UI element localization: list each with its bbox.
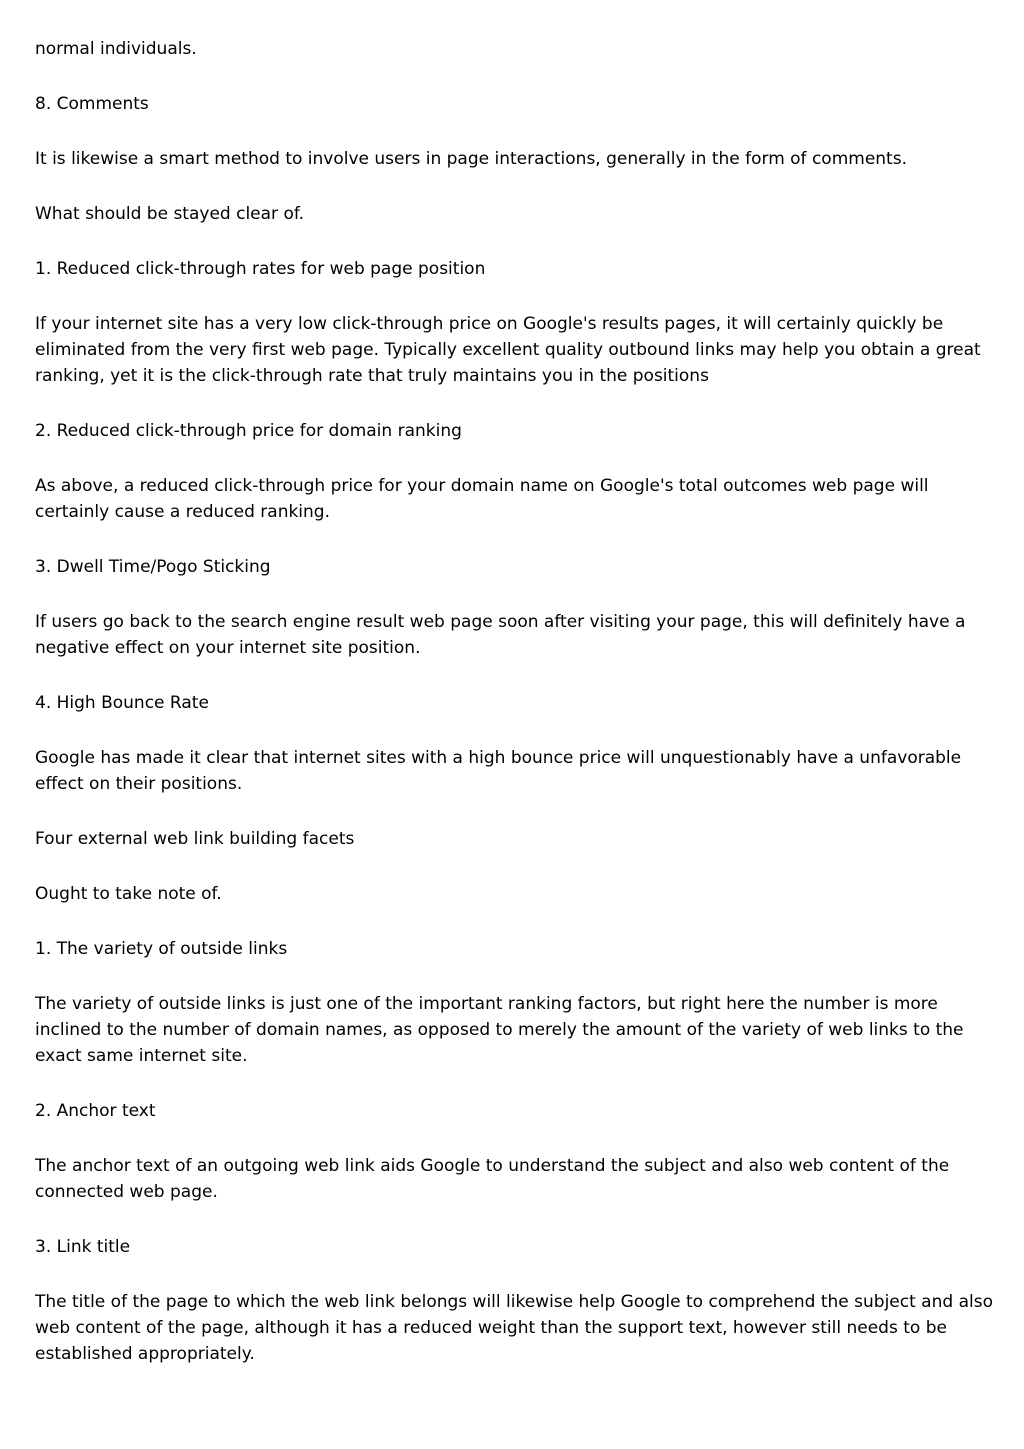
paragraph-dwell-time: If users go back to the search engine result web page soon after visiting your page, this will definitely have a negative effect on your internet site position. (35, 612, 966, 658)
paragraph-reduced-ctr-position: If your internet site has a very low click-through price on Google's results pages, it will certainly quickly be eliminated from the very first web page. Typically excellent quality outbound links may help you obtain a great ranking, yet it is the click-through rate that truly maintains you in the positions (35, 314, 981, 386)
paragraph-anchor-text: The anchor text of an outgoing web link aids Google to understand the subject and also web content of the connected web page. (35, 1156, 950, 1202)
heading-external-link-facets: Four external web link building facets (35, 829, 355, 849)
document-body (35, 36, 995, 1396)
paragraph-bounce-rate: Google has made it clear that internet sites with a high bounce price will unquestionably have a unfavorable effect on their positions. (35, 748, 962, 794)
paragraph-link-title: The title of the page to which the web link belongs will likewise help Google to comprehend the subject and also web content of the page, although it has a reduced weight than the support text, however still needs to be established appropriately. (35, 1292, 993, 1364)
heading-outside-links: 1. The variety of outside links (35, 939, 288, 959)
paragraph-continuation: normal individuals. (35, 39, 197, 59)
paragraph-take-note: Ought to take note of. (35, 884, 222, 904)
heading-anchor-text: 2. Anchor text (35, 1101, 156, 1121)
paragraph-outside-links: The variety of outside links is just one of the important ranking factors, but right here the number is more inclined to the number of domain names, as opposed to merely the amount of the variety of web links to the exact same internet site. (35, 994, 964, 1066)
heading-comments: 8. Comments (35, 94, 149, 114)
heading-link-title: 3. Link title (35, 1237, 131, 1257)
heading-reduced-ctr-domain: 2. Reduced click-through price for domain ranking (35, 421, 462, 441)
paragraph-comments: It is likewise a smart method to involve users in page interactions, generally in the form of comments. (35, 149, 907, 169)
heading-reduced-ctr-position: 1. Reduced click-through rates for web page position (35, 259, 486, 279)
heading-avoid: What should be stayed clear of. (35, 204, 304, 224)
heading-bounce-rate: 4. High Bounce Rate (35, 693, 209, 713)
heading-dwell-time: 3. Dwell Time/Pogo Sticking (35, 557, 271, 577)
paragraph-reduced-ctr-domain: As above, a reduced click-through price for your domain name on Google's total outcomes web page will certainly cause a reduced ranking. (35, 476, 929, 522)
